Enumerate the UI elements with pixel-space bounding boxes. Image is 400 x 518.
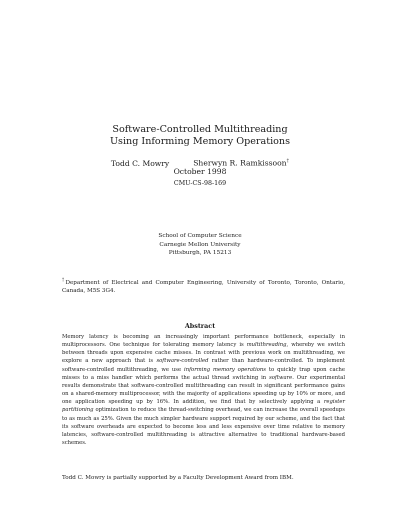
- abstract-emphasis: register partitioning: [62, 399, 345, 414]
- author-2-footnote-mark: †: [286, 158, 290, 164]
- paper-title-line-2: Using Informing Memory Operations: [109, 136, 291, 147]
- author-1-name: Todd C. Mowry: [110, 158, 170, 168]
- author-footnote: [62, 276, 345, 296]
- author-2-name: Sherwyn R. Ramkissoon: [193, 158, 287, 168]
- abstract-emphasis: software: [269, 374, 293, 381]
- abstract-text-run: . Our experimental results demonstrate that software-controlled multithreading can result in significant performance gains on a shared-memory multiprocessor, with the majority of applications speeding up by 10% or more, and one application speeding up by 16%. In addition, we find that by selectively applying a: [62, 374, 345, 406]
- abstract-text-run: , whereby we switch between threads upon expensive cache misses. In contrast with previous work on multithreading, we explore a new approach that is: [62, 342, 345, 365]
- affiliation-school: School of Computer Science: [158, 233, 242, 239]
- funding-note: Todd C. Mowry is partially supported by a Faculty Development Award from IBM.: [62, 475, 294, 481]
- abstract-emphasis: software-controlled: [156, 358, 209, 365]
- footnote-mark: †: [62, 277, 66, 282]
- paper-title-line-1: Software-Controlled Multithreading: [112, 124, 288, 135]
- abstract-emphasis: informing memory operations: [184, 366, 266, 373]
- affiliation-block: [0, 232, 400, 258]
- abstract-text-run: rather than hardware-controlled. To implement software-controlled multithreading, we use: [62, 358, 345, 373]
- abstract-text-run: Memory latency is becoming an increasingly important performance bottleneck, especially in multiprocessors. One technique for tolerating memory latency is: [62, 334, 345, 349]
- abstract-text: [62, 333, 345, 447]
- abstract-text-run: optimization to reduce the thread-switching overhead, we can increase the overall speedups to as much as 25%. Given the much simpler hardware support required by our scheme, and the fact that its software overheads are expected to become less and less expensive over time relative to memory latencies, software-controlled multithreading is attractive alternative to traditional hardware-based schemes.: [62, 407, 345, 447]
- affiliation-address: Pittsburgh, PA 15213: [168, 250, 232, 257]
- report-number: CMU-CS-98-169: [173, 180, 227, 187]
- abstract-emphasis: multithreading: [246, 342, 287, 349]
- footnote-text: Department of Electrical and Computer Engineering, University of Toronto, Toronto, Ontario, Canada, M5S 3G4.: [62, 279, 346, 295]
- abstract-text-run: to quickly trap upon cache misses to a miss handler which performs the actual thread switching in: [62, 366, 346, 381]
- publication-date: October 1998: [173, 167, 227, 176]
- affiliation-university: Carnegie Mellon University: [159, 241, 241, 248]
- abstract-heading: Abstract: [184, 322, 216, 330]
